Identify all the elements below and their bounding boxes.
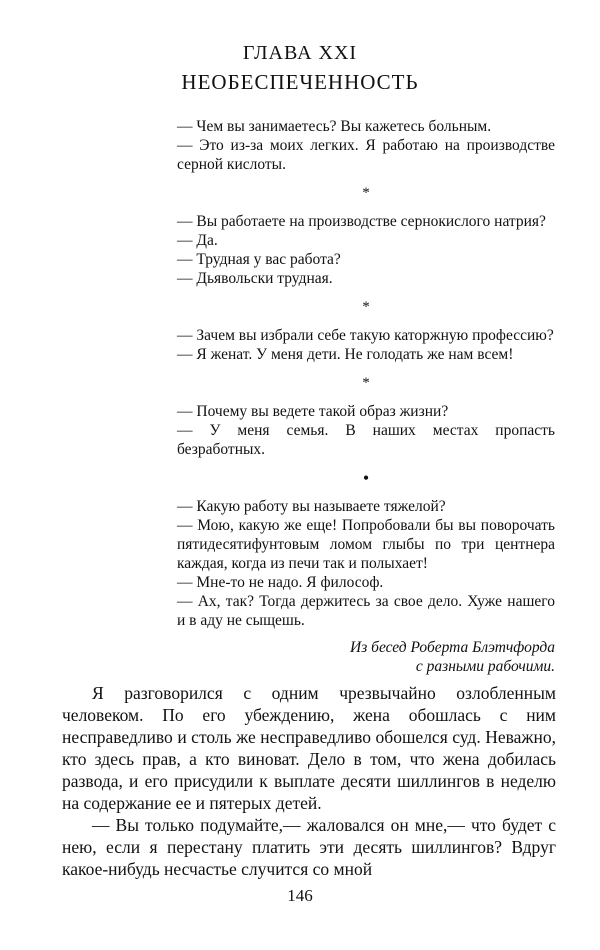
dialogue-line: — Зачем вы избрали себе такую каторжную профессию? bbox=[177, 327, 554, 344]
dialogue-line: — Почему вы ведете такой образ жизни? bbox=[177, 403, 449, 420]
dialogue-line: — Чем вы занимаетесь? Вы кажетесь больным. bbox=[177, 118, 492, 135]
page-number: 146 bbox=[287, 886, 313, 905]
dialogue-line: — Это из-за моих легких. Я работаю на производстве серной кислоты. bbox=[177, 137, 555, 173]
body-text bbox=[62, 682, 556, 880]
section-separator-asterisk: * bbox=[362, 299, 370, 315]
attribution-line-1: Из бесед Роберта Блэтчфорда bbox=[350, 639, 555, 656]
dialogue-line: — Ах, так? Тогда держитесь за свое дело. Хуже нашего и в аду не сыщешь. bbox=[177, 593, 555, 629]
paragraph: Я разговорился с одним чрезвычайно озлобленным человеком. По его убеждению, жена обошлась с ним несправедливо и столь же несправедливо обошелся суд. Неважно, кто здесь прав, а кто виноват. Дело в том, что жена добилась развода, и его присудили к выплате десяти шиллингов в неделю на содержание ее и пятерых детей. bbox=[62, 683, 556, 813]
section-separator-asterisk: * bbox=[362, 185, 370, 201]
epigraph-section bbox=[177, 402, 555, 459]
epigraph-section bbox=[177, 497, 555, 630]
dialogue-line: — Мне-то не надо. Я философ. bbox=[177, 574, 384, 591]
paragraph: — Вы только подумайте,— жаловался он мне,— что будет с нею, если я перестану платить эти десять шиллингов? Вдруг какое-нибудь несчастье случится со мной bbox=[62, 815, 556, 879]
dialogue-line: — Дьявольски трудная. bbox=[177, 270, 333, 287]
section-separator-bullet: • bbox=[362, 468, 370, 488]
section-separator-asterisk: * bbox=[362, 375, 370, 391]
epigraph bbox=[177, 117, 555, 676]
epigraph-attribution bbox=[177, 638, 555, 676]
attribution-line-2: с разными рабочими. bbox=[415, 658, 555, 675]
dialogue-line: — У меня семья. В наших местах пропасть безработных. bbox=[177, 422, 555, 458]
epigraph-section bbox=[177, 117, 555, 174]
dialogue-line: — Я женат. У меня дети. Не голодать же нам всем! bbox=[177, 346, 514, 363]
epigraph-section bbox=[177, 326, 555, 364]
chapter-title: НЕОБЕСПЕЧЕННОСТЬ bbox=[181, 70, 419, 94]
dialogue-line: — Какую работу вы называете тяжелой? bbox=[177, 498, 446, 515]
epigraph-section bbox=[177, 212, 555, 288]
dialogue-line: — Мою, какую же еще! Попробовали бы вы поворочать пятидесятифунтовым ломом глыбы по три центнера каждая, когда из печи так и полыхает! bbox=[177, 517, 555, 572]
dialogue-line: — Трудная у вас работа? bbox=[177, 251, 341, 268]
dialogue-line: — Вы работаете на производстве сернокислого натрия? bbox=[177, 213, 546, 230]
chapter-number: ГЛАВА XXI bbox=[242, 42, 358, 64]
dialogue-line: — Да. bbox=[177, 232, 218, 249]
